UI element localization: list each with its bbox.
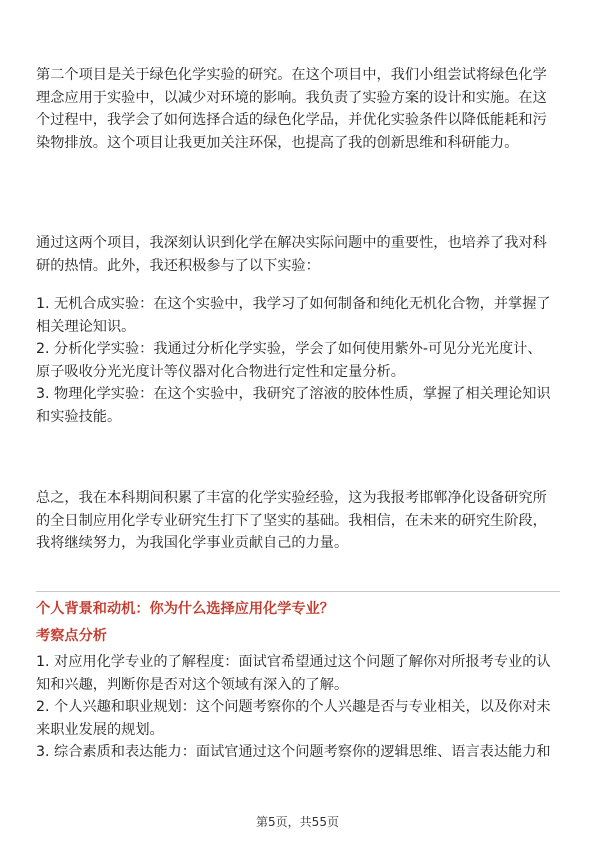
page-number: 第5页，共55页 [256, 815, 339, 829]
analysis-heading: 考察点分析 [36, 628, 107, 644]
experiment-list [36, 293, 560, 428]
text-line: 理念应用于实验中，以减少对环境的影响。我负责了实验方案的设计和实施。在这 [36, 89, 547, 106]
list-item: 1. 对应用化学专业的了解程度：面试官希望通过这个问题了解你对所报考专业的认 [36, 654, 551, 670]
text-line: 的全日制应用化学专业研究生打下了坚实的基础。我相信，在未来的研究生阶段， [36, 512, 547, 529]
text-line: 我将继续努力，为我国化学事业贡献自己的力量。 [36, 535, 349, 551]
text-line: 染物排放。这个项目让我更加关注环保，也提高了我的创新思维和科研能力。 [36, 134, 519, 151]
list-item: 2. 分析化学实验：我通过分析化学实验，学会了如何使用紫外-可见分光光度计、 [36, 341, 542, 357]
text-line: 总之，我在本科期间积累了丰富的化学实验经验，这为我报考邯郸净化设备研究所 [36, 490, 547, 506]
text-line: 第二个项目是关于绿色化学实验的研究。在这个项目中，我们小组尝试将绿色化学 [36, 67, 547, 83]
analysis-points [36, 651, 560, 764]
text-line: 个过程中，我学会了如何选择合适的绿色化学品，并优化实验条件以降低能耗和污 [36, 112, 547, 128]
list-item: 知和兴趣，判断你是否对这个领域有深入的了解。 [36, 676, 349, 693]
list-item: 2. 个人兴趣和职业规划：这个问题考察你的个人兴趣是否与专业相关，以及你对未 [36, 699, 551, 715]
list-item: 来职业发展的规划。 [36, 721, 164, 738]
list-item: 1. 无机合成实验：在这个实验中，我学习了如何制备和纯化无机化合物，并掌握了 [36, 296, 551, 312]
list-item: 原子吸收分光光度计等仪器对化合物进行定性和定量分析。 [36, 363, 405, 380]
question-title: 个人背景和动机：你为什么选择应用化学专业？ [36, 601, 334, 617]
paragraph-project-two [36, 64, 560, 154]
section-divider [36, 591, 560, 592]
list-item: 和实验技能。 [36, 408, 122, 425]
list-item: 相关理论知识。 [36, 318, 136, 335]
text-line: 通过这两个项目，我深刻认识到化学在解决实际问题中的重要性，也培养了我对科 [36, 235, 547, 251]
list-item: 3. 物理化学实验：在这个实验中，我研究了溶液的胶体性质，掌握了相关理论知识 [36, 386, 551, 402]
paragraph-conclusion [36, 487, 560, 555]
list-item: 3. 综合素质和表达能力：面试官通过这个问题考察你的逻辑思维、语言表达能力和 [36, 744, 551, 760]
text-line: 研的热情。此外，我还积极参与了以下实验： [36, 257, 320, 274]
paragraph-projects-summary [36, 232, 560, 277]
